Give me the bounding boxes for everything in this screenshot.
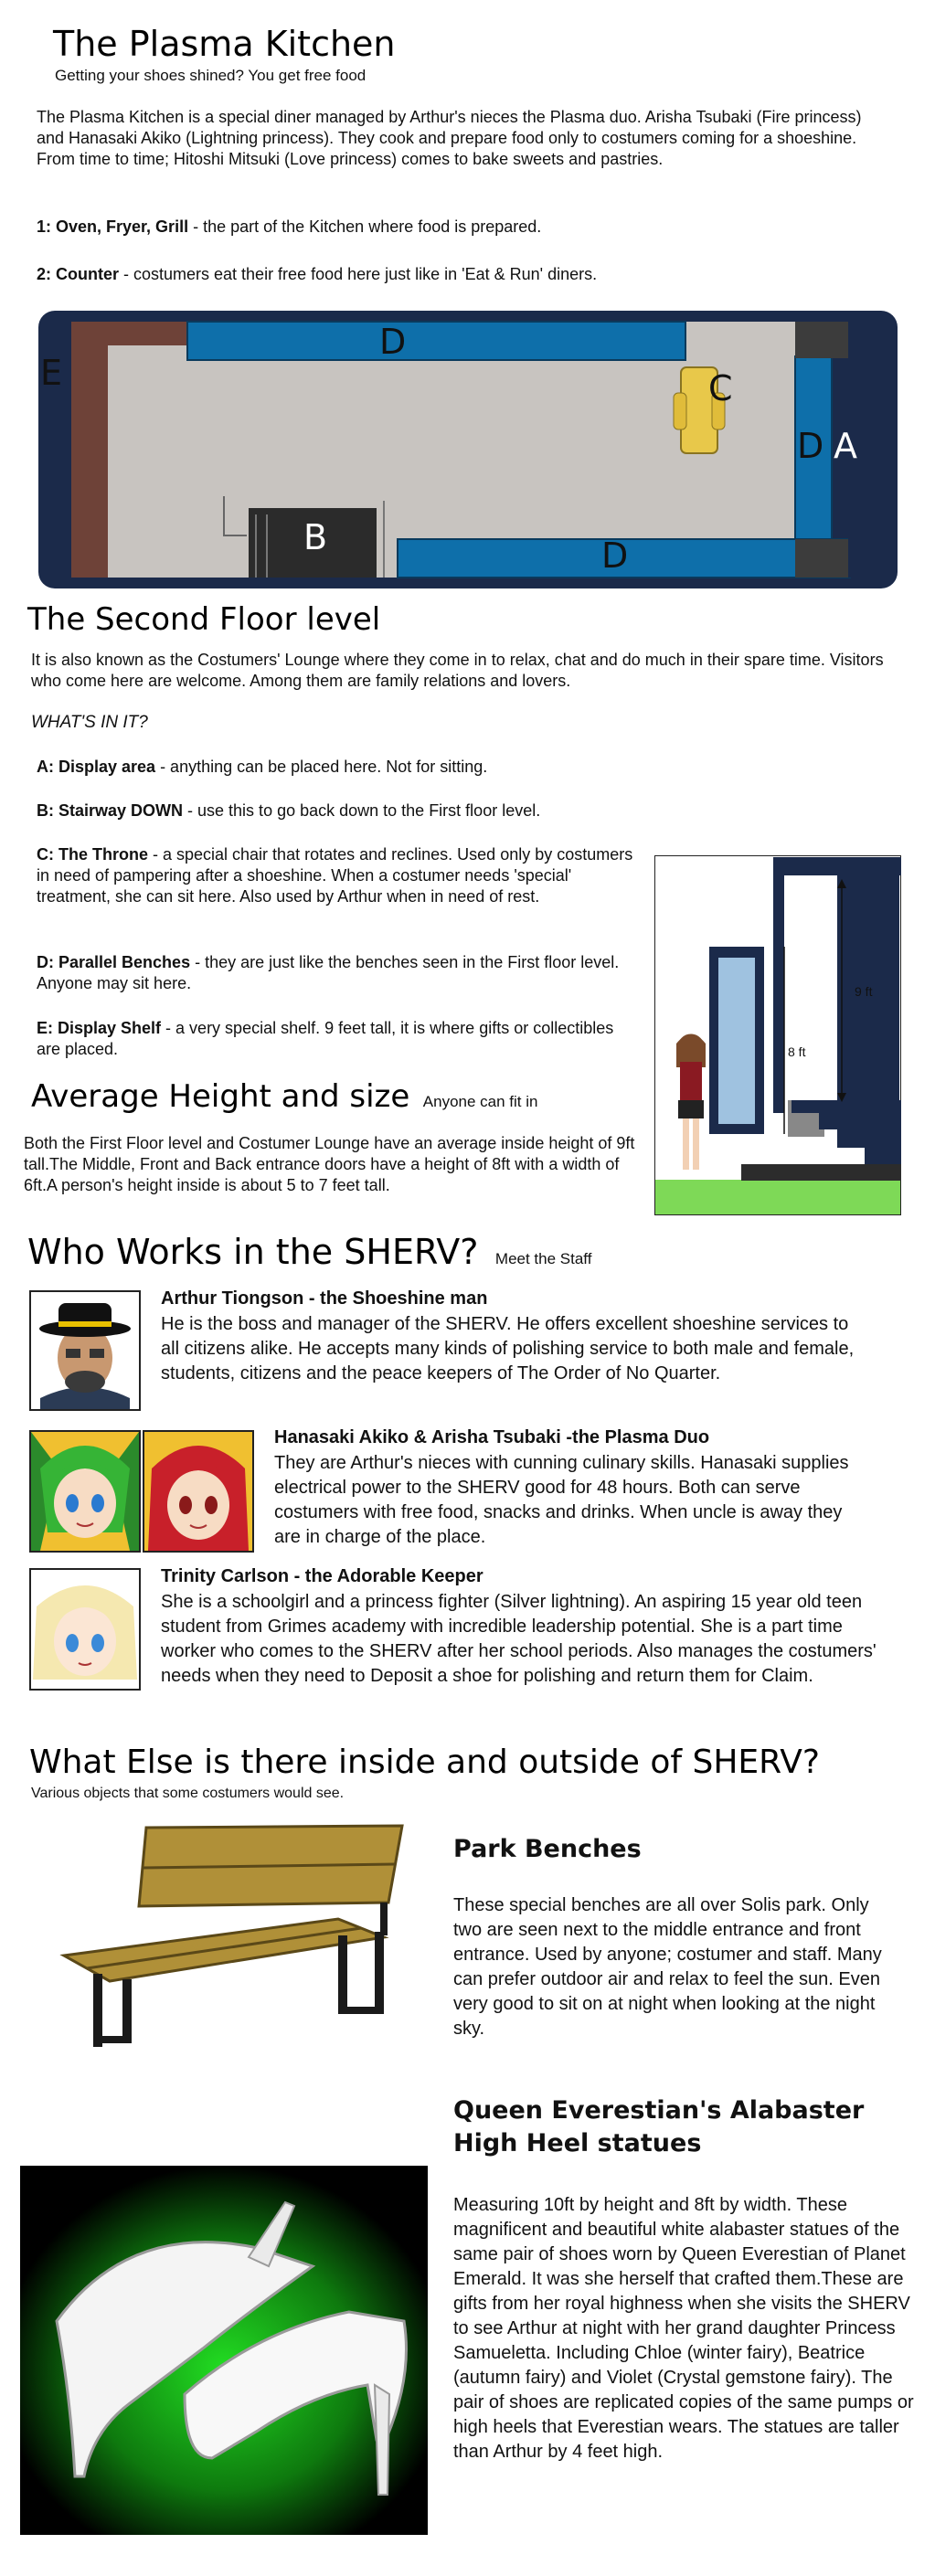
floor-label-d-right: D — [797, 426, 824, 466]
kitchen-tagline: Getting your shoes shined? You get free food — [55, 67, 367, 84]
staff-text-arthur: He is the boss and manager of the SHERV. He offers excellent shoeshine services to all citizens alike. He accepts many kinds of polishing service to both male and female, students, citizens and the peace keepers of The Order of No Quarter. — [161, 1314, 855, 1383]
else-subtitle: Various objects that some costumers would see. — [31, 1786, 345, 1801]
corner-block-top — [795, 322, 850, 358]
park-bench-image — [37, 1818, 420, 2056]
staff-subtitle: Meet the Staff — [494, 1250, 592, 1267]
kitchen-item-term: 1: Oven, Fryer, Grill — [37, 217, 189, 236]
lounge-item-throne: C: The Throne - a special chair that rotates and reclines. Used only by costumers in need of pampering after a shoeshine. When a costumer needs 'special' treatment, she can sit here. Also used by Arthur when in need of rest. — [37, 845, 633, 906]
kitchen-item-term: 2: Counter — [37, 265, 119, 283]
height-diagram — [654, 855, 901, 1215]
staff-name-arthur: Arthur Tiongson - the Shoeshine man — [161, 1288, 488, 1309]
kitchen-title: The Plasma Kitchen — [53, 24, 396, 64]
avatar-trinity — [29, 1568, 141, 1691]
display-shelf — [71, 322, 108, 578]
benches-text: These special benches are all over Solis park. Only two are seen next to the middle entrance and front entrance. Used by anyone; costumer and staff. Many can prefer outdoor air and relax to feel the sun. Even very good to sit on at night when looking at the night sky. — [453, 1895, 882, 2039]
average-heading — [31, 1078, 537, 1115]
statues-title: Queen Everestian's Alabaster High Heel statues — [453, 2096, 865, 2157]
high-heel-statue-image — [20, 2166, 428, 2535]
door-glass — [718, 958, 755, 1124]
kitchen-intro: The Plasma Kitchen is a special diner managed by Arthur's nieces the Plasma duo. Arisha Tsubaki (Fire princess) and Hanasaki Akiko (Lightning princess). They cook and prepare food only to costumers coming for a shoeshine. From time to time; Hitoshi Mitsuki (Love princess) comes to bake sweets and pastries. — [37, 108, 862, 168]
lounge-item-shelf: E: Display Shelf - a very special shelf. 9 feet tall, it is where gifts or collectibles are placed. — [37, 1019, 614, 1058]
else-title: What Else is there inside and outside of SHERV? — [29, 1744, 820, 1781]
vehicle-wall — [773, 874, 784, 1113]
avatar-arthur — [29, 1290, 141, 1411]
kitchen-item-oven — [37, 217, 541, 238]
corner-block-bottom — [795, 539, 850, 578]
statues-text: Measuring 10ft by height and 8ft by width. These magnificent and beautiful white alabaster statues of the same pair of shoes worn by Queen Everestian of Planet Emerald. It was she herself that crafted them.These are gifts from her royal highness when she visits the SHERV to see Arthur at night with her grand daughter Princess Samueletta. Including Chloe (winter fairy), Beatrice (autumn fairy) and Violet (Crystal gemstone fairy). The pair of shoes are replicated copies of the same pumps or high heels that Everestian wears. The statues are taller than Arthur by 4 feet high. — [453, 2195, 914, 2462]
average-title: Average Height and size — [31, 1078, 410, 1115]
floor-label-d-bottom: D — [601, 535, 629, 576]
grass — [655, 1180, 900, 1214]
second-floor-title: The Second Floor level — [27, 601, 381, 638]
benches-title: Park Benches — [453, 1835, 642, 1863]
lounge-item-benches: D: Parallel Benches - they are just like the benches seen in the First floor level. Anyone may sit here. — [37, 953, 620, 992]
lounge-item-display-area: A: Display area - anything can be placed here. Not for sitting. — [37, 758, 488, 776]
staff-text-plasma-duo: They are Arthur's nieces with cunning culinary skills. Hanasaki supplies electrical power to the SHERV good for 48 hours. Both can serve costumers with free food, snacks and drinks. When uncle is away they are in charge of the place. — [274, 1453, 849, 1547]
nine-ft-label: 9 ft — [855, 984, 873, 999]
kitchen-item-counter — [37, 264, 597, 285]
floor-label-c: C — [708, 368, 733, 408]
staff-name-plasma-duo: Hanasaki Akiko & Arisha Tsubaki -the Plasma Duo — [274, 1427, 710, 1447]
lounge-item-stairway: B: Stairway DOWN - use this to go back down to the First floor level. — [37, 801, 541, 820]
staff-heading — [27, 1232, 591, 1272]
floor-label-e: E — [40, 353, 63, 393]
height-diagram-svg — [654, 855, 901, 1215]
average-text: Both the First Floor level and Costumer Lounge have an average inside height of 9ft tall.The Middle, Front and Back entrance doors have a height of 8ft with a width of 6ft.A person's height inside is about 5 to 7 feet tall. — [24, 1134, 635, 1194]
floor-label-a: A — [834, 426, 857, 466]
staff-text-trinity: She is a schoolgirl and a princess fighter (Silver lightning). An aspiring 15 year old teen student from Grimes academy with incredible leadership potential. She is a part time worker who comes to the SHERV after her school periods. Also manages the costumers' needs when they need to Deposit a shoe for polishing and return them for Claim. — [161, 1592, 877, 1686]
second-floor-intro: It is also known as the Costumers' Lounge where they come in to relax, chat and do much in their spare time. Visitors who come here are welcome. Among them are family relations and lovers. — [31, 651, 884, 690]
kitchen-item-desc: - costumers eat their free food here just like in 'Eat & Run' diners. — [119, 265, 598, 283]
floor-plan-svg — [37, 309, 899, 590]
floor-base — [741, 1164, 901, 1181]
floor-plan-diagram — [37, 309, 899, 590]
eight-ft-label: 8 ft — [788, 1044, 806, 1059]
average-subtitle: Anyone can fit in — [422, 1093, 538, 1110]
bench-seat — [64, 1919, 384, 1981]
whats-in-heading: WHAT'S IN IT? — [31, 713, 148, 732]
avatar-arisha — [143, 1430, 254, 1553]
staff-name-trinity: Trinity Carlson - the Adorable Keeper — [161, 1566, 483, 1586]
staff-title: Who Works in the SHERV? — [27, 1232, 479, 1272]
kitchen-item-desc: - the part of the Kitchen where food is prepared. — [188, 217, 542, 236]
bench-top — [187, 322, 685, 360]
floor-label-b: B — [303, 517, 328, 557]
avatar-hanasaki — [29, 1430, 141, 1553]
floor-label-d-top: D — [379, 322, 407, 362]
